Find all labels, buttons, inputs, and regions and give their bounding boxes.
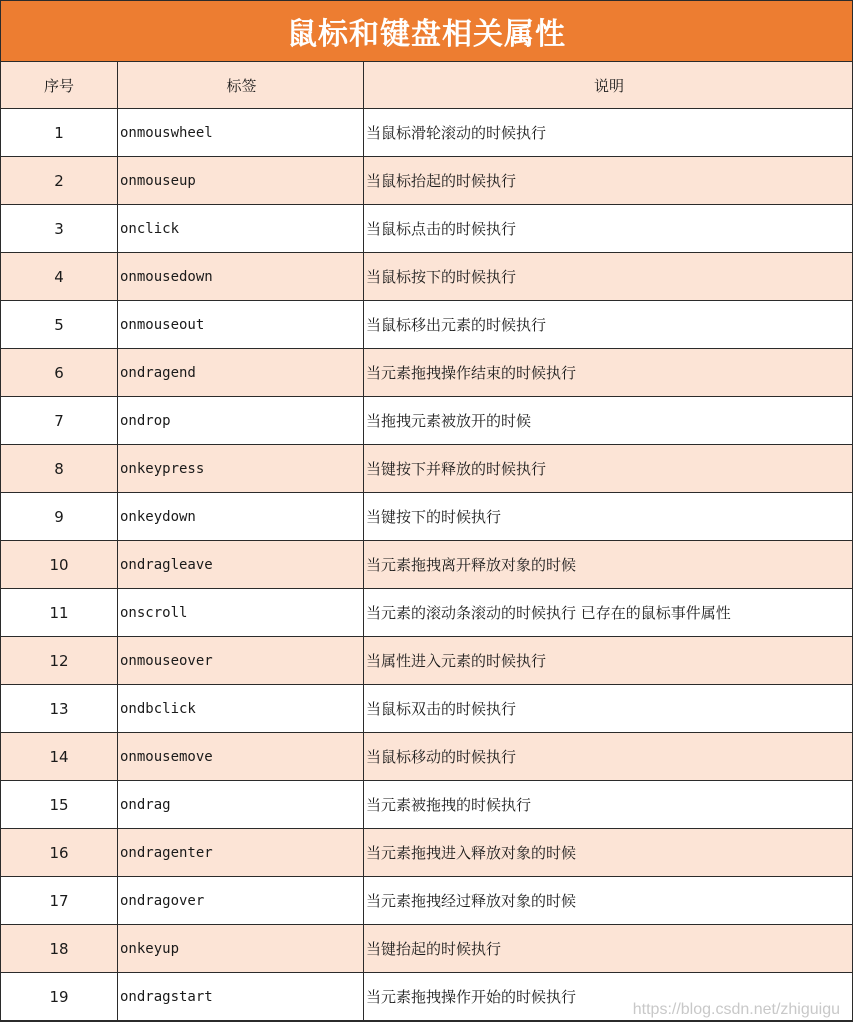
table-row bbox=[1, 349, 852, 397]
row-number: 4 bbox=[1, 253, 118, 301]
row-tag: onmouseover bbox=[118, 637, 364, 685]
watermark: https://blog.csdn.net/zhiguigu bbox=[632, 1001, 840, 1018]
table-row bbox=[1, 925, 852, 973]
row-tag: onmouseup bbox=[118, 157, 364, 205]
table-body bbox=[1, 109, 852, 1021]
row-description: 当拖拽元素被放开的时候 bbox=[364, 397, 853, 445]
table-row bbox=[1, 397, 852, 445]
row-description: 当键按下的时候执行 bbox=[364, 493, 853, 541]
table-row bbox=[1, 541, 852, 589]
attribute-table bbox=[1, 62, 852, 1021]
row-number: 13 bbox=[1, 685, 118, 733]
row-number: 10 bbox=[1, 541, 118, 589]
row-description: 当鼠标移出元素的时候执行 bbox=[364, 301, 853, 349]
row-tag: ondbclick bbox=[118, 685, 364, 733]
row-description: 当元素被拖拽的时候执行 bbox=[364, 781, 853, 829]
table-row bbox=[1, 493, 852, 541]
table-row bbox=[1, 205, 852, 253]
table-row bbox=[1, 637, 852, 685]
row-tag: ondragover bbox=[118, 877, 364, 925]
table-title: 鼠标和键盘相关属性 bbox=[1, 1, 852, 62]
table-row bbox=[1, 733, 852, 781]
row-tag: onmousedown bbox=[118, 253, 364, 301]
row-description: 当鼠标双击的时候执行 bbox=[364, 685, 853, 733]
row-description: 当鼠标滑轮滚动的时候执行 bbox=[364, 109, 853, 157]
row-description: 当鼠标抬起的时候执行 bbox=[364, 157, 853, 205]
row-number: 14 bbox=[1, 733, 118, 781]
row-number: 9 bbox=[1, 493, 118, 541]
row-tag: ondragenter bbox=[118, 829, 364, 877]
row-number: 5 bbox=[1, 301, 118, 349]
row-tag: ondrag bbox=[118, 781, 364, 829]
row-tag: ondragleave bbox=[118, 541, 364, 589]
table-row bbox=[1, 781, 852, 829]
row-tag: ondrop bbox=[118, 397, 364, 445]
row-description: 当键抬起的时候执行 bbox=[364, 925, 853, 973]
table-row bbox=[1, 445, 852, 493]
row-number: 8 bbox=[1, 445, 118, 493]
row-number: 17 bbox=[1, 877, 118, 925]
header-tag: 标签 bbox=[118, 62, 364, 109]
row-description: 当属性进入元素的时候执行 bbox=[364, 637, 853, 685]
row-number: 11 bbox=[1, 589, 118, 637]
row-tag: onmousemove bbox=[118, 733, 364, 781]
row-number: 7 bbox=[1, 397, 118, 445]
row-number: 18 bbox=[1, 925, 118, 973]
table-row bbox=[1, 109, 852, 157]
row-description: 当元素拖拽离开释放对象的时候 bbox=[364, 541, 853, 589]
row-number: 6 bbox=[1, 349, 118, 397]
row-tag: ondragend bbox=[118, 349, 364, 397]
row-tag: onkeypress bbox=[118, 445, 364, 493]
table-row bbox=[1, 685, 852, 733]
header-number: 序号 bbox=[1, 62, 118, 109]
row-description: 当键按下并释放的时候执行 bbox=[364, 445, 853, 493]
row-number: 2 bbox=[1, 157, 118, 205]
row-description: 当鼠标按下的时候执行 bbox=[364, 253, 853, 301]
row-description: 当元素拖拽经过释放对象的时候 bbox=[364, 877, 853, 925]
row-number: 3 bbox=[1, 205, 118, 253]
row-number: 15 bbox=[1, 781, 118, 829]
row-description: 当元素拖拽操作开始的时候执行 bbox=[364, 973, 853, 1021]
row-number: 1 bbox=[1, 109, 118, 157]
row-tag: onclick bbox=[118, 205, 364, 253]
table-row bbox=[1, 253, 852, 301]
row-description: 当鼠标移动的时候执行 bbox=[364, 733, 853, 781]
row-description: 当鼠标点击的时候执行 bbox=[364, 205, 853, 253]
table-row bbox=[1, 301, 852, 349]
row-number: 12 bbox=[1, 637, 118, 685]
table-row bbox=[1, 829, 852, 877]
table-row bbox=[1, 157, 852, 205]
table-header-row bbox=[1, 62, 852, 109]
row-tag: onscroll bbox=[118, 589, 364, 637]
table-row bbox=[1, 877, 852, 925]
header-description: 说明 bbox=[364, 62, 853, 109]
row-tag: onmouswheel bbox=[118, 109, 364, 157]
table-row bbox=[1, 589, 852, 637]
row-tag: onkeyup bbox=[118, 925, 364, 973]
row-tag: onmouseout bbox=[118, 301, 364, 349]
row-number: 19 bbox=[1, 973, 118, 1021]
row-description: 当元素拖拽进入释放对象的时候 bbox=[364, 829, 853, 877]
row-tag: onkeydown bbox=[118, 493, 364, 541]
row-description: 当元素的滚动条滚动的时候执行 已存在的鼠标事件属性 bbox=[364, 589, 853, 637]
row-description: 当元素拖拽操作结束的时候执行 bbox=[364, 349, 853, 397]
row-number: 16 bbox=[1, 829, 118, 877]
row-tag: ondragstart bbox=[118, 973, 364, 1021]
